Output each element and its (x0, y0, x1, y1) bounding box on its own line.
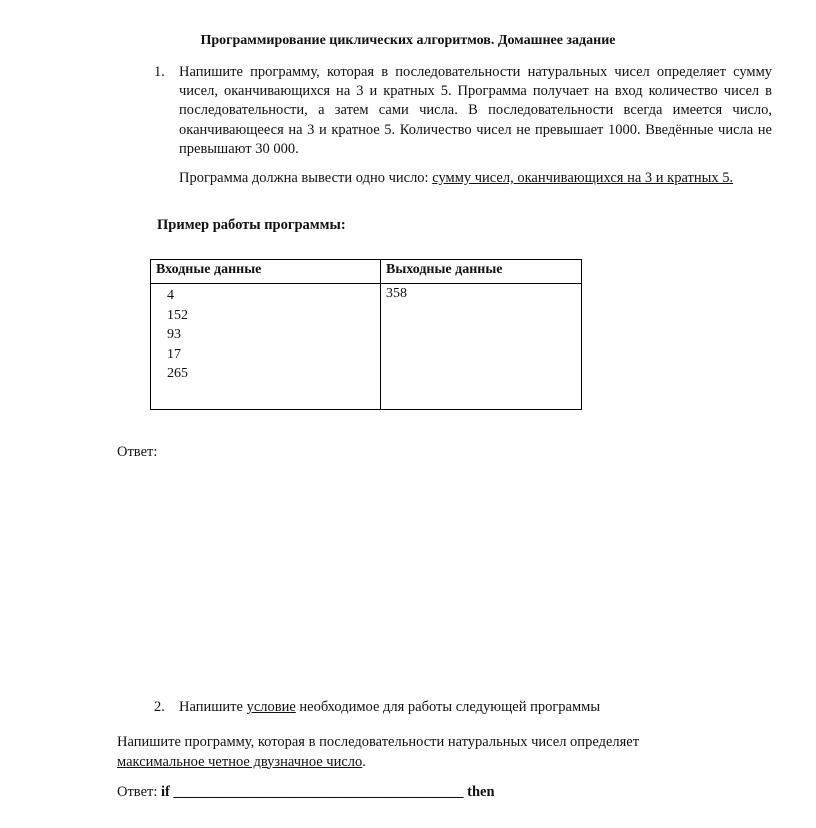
task-2-program (117, 733, 777, 772)
output-header: Выходные данные (381, 260, 582, 284)
task-2-program-end: . (362, 753, 366, 770)
task-2 (154, 699, 600, 716)
answer-1-label: Ответ: (117, 444, 158, 460)
task-2-text-underlined: условие (246, 699, 296, 715)
example-heading: Пример работы программы: (157, 217, 346, 233)
task-1-output-requirement (154, 169, 772, 188)
page-title: Программирование циклических алгоритмов. Домашнее задание (200, 33, 616, 48)
answer-2-line (117, 784, 495, 801)
task-2-text-after: необходимое для работы следующей программы (295, 699, 601, 715)
output-cell (381, 284, 582, 410)
io-example-table (150, 259, 582, 410)
input-cell (151, 284, 381, 410)
input-header: Входные данные (151, 260, 381, 284)
task-1-output-prefix: Программа должна вывести одно число: (179, 170, 433, 186)
task-1-output-underlined: сумму чисел, оканчивающихся на 3 и кратных 5. (432, 170, 734, 186)
task-2-program-underlined: максимальное четное двузначное число (117, 753, 363, 770)
task-2-text-before: Напишите (179, 699, 247, 715)
input-line: 265 (167, 366, 188, 382)
input-line: 93 (167, 327, 181, 343)
input-line: 4 (167, 288, 174, 303)
input-line: 17 (167, 346, 181, 362)
output-line: 358 (386, 286, 407, 301)
task-2-number: 2. (154, 699, 165, 715)
answer-2-then: then (467, 784, 495, 800)
task-1-text: Напишите программу, которая в последовательности натуральных чисел определяет сумму чисел, оканчивающихся на 3 и кратных 5. Программа получает на вход количество чисел в последовательности, а затем сами числа. В последовательности всегда имеется число, оканчивающееся на 3 и кратное 5. Количество чисел не превышает 1000. Введённые числа не превышают 30 000. (179, 64, 772, 157)
task-1 (154, 63, 772, 159)
task-2-program-text: Напишите программу, которая в последовательности натуральных чисел определяет (117, 734, 640, 750)
answer-2-if: if (161, 784, 170, 800)
input-line: 152 (167, 307, 188, 323)
task-1-number: 1. (154, 64, 165, 80)
answer-2-label: Ответ: (117, 784, 161, 800)
answer-2-blank[interactable]: ________________________________________ (169, 784, 468, 800)
